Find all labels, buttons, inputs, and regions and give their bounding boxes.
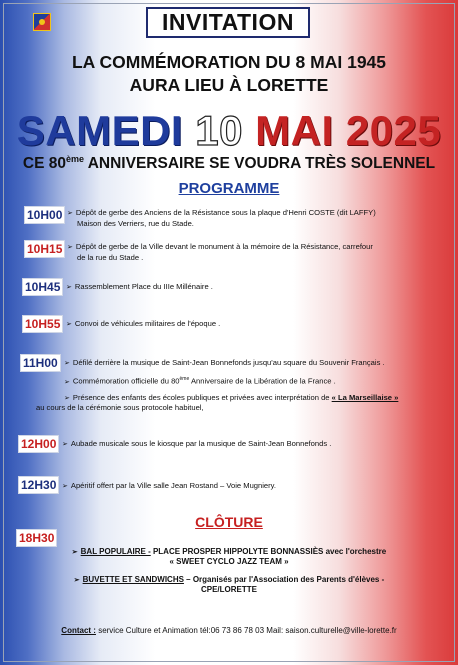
anniversary-line [0, 154, 458, 173]
time-badge: 12H00 [18, 435, 59, 453]
cloture-title: CLÔTURE [195, 514, 263, 530]
time-badge: 11H00 [20, 354, 61, 372]
anniv-pre: CE 80 [22, 155, 66, 173]
arrow-icon: ➢ [67, 244, 73, 251]
arrow-icon: ➢ [67, 210, 73, 217]
contact-line [0, 626, 458, 635]
programme-title: PROGRAMME [178, 180, 280, 197]
arrow-icon: ➢ [62, 483, 68, 490]
subitem-post: Anniversaire de la Libération de la France . [189, 376, 336, 386]
invitation-box [146, 7, 310, 38]
contact-label: Contact : [61, 626, 96, 635]
time-badge: 12H30 [18, 476, 59, 494]
arrow-icon: ➢ [73, 577, 80, 584]
arrow-icon: ➢ [66, 321, 72, 328]
item-line: Dépôt de gerbe de la Ville devant le monument à la mémoire de la Résistance, carrefour [75, 242, 373, 251]
arrow-icon: ➢ [64, 395, 70, 402]
programme-item-text [66, 282, 213, 291]
event-date [0, 108, 458, 154]
item-line: Dépôt de gerbe des Anciens de la Résistance sous la plaque d'Henri COSTE (dit LAFFY) [75, 208, 376, 217]
programme-subitem-text [64, 393, 398, 402]
anniv-post: ANNIVERSAIRE SE VOUDRA TRÈS SOLENNEL [84, 155, 436, 173]
time-badge: 10H00 [24, 206, 65, 224]
programme-item-text [64, 358, 385, 367]
item-line: Défilé derrière la musique de Saint-Jean Bonnefonds jusqu'au square du Souvenir Français . [72, 358, 385, 367]
bal-band: « SWEET CYCLO JAZZ TEAM » [169, 557, 289, 566]
item-line: Rassemblement Place du IIIe Millénaire . [74, 282, 213, 291]
subitem-pre: Présence des enfants des écoles publiques et privées avec interprétation de [72, 393, 332, 402]
programme-item-text [66, 319, 220, 328]
arrow-icon: ➢ [71, 549, 78, 556]
item-line: Maison des Verriers, rue du Stade. [77, 219, 194, 228]
logo-dot [39, 19, 45, 25]
arrow-icon: ➢ [66, 284, 72, 291]
date-day-number: 10 [195, 107, 243, 154]
arrow-icon: ➢ [62, 441, 68, 448]
programme-item-text [62, 439, 331, 448]
item-line: Convoi de véhicules militaires de l'époque . [74, 319, 221, 328]
date-day-name: SAMEDI [16, 107, 184, 154]
programme-item-text [67, 242, 373, 263]
programme-item-text [67, 208, 376, 229]
subitem-sup: ème [179, 376, 190, 382]
marseillaise-highlight: « La Marseillaise » [331, 393, 399, 402]
programme-subitem-text [64, 376, 336, 386]
invitation-title: INVITATION [162, 9, 294, 35]
item-line: de la rue du Stade . [77, 253, 144, 262]
city-logo-icon [33, 13, 51, 31]
subitem-pre: Commémoration officielle du 80 [72, 376, 180, 386]
buvette-label: BUVETTE ET SANDWICHS [82, 575, 184, 584]
time-badge: 10H15 [24, 240, 65, 258]
time-badge: 10H45 [22, 278, 63, 296]
time-badge: 18H30 [16, 529, 57, 547]
arrow-icon: ➢ [64, 378, 70, 386]
item-line: Apéritif offert par la Ville salle Jean Rostand – Voie Mugniery. [70, 481, 277, 490]
headline-line1: LA COMMÉMORATION DU 8 MAI 1945 [71, 52, 387, 72]
date-month-year: MAI 2025 [255, 107, 442, 154]
arrow-icon: ➢ [64, 360, 70, 367]
buvette-text: – Organisés par l'Association des Parents d'élèves - [183, 575, 385, 584]
buvette-org: CPE/LORETTE [200, 585, 257, 594]
headline-line2: AURA LIEU À LORETTE [129, 75, 329, 95]
bal-text: PLACE PROSPER HIPPOLYTE BONNASSIÈS avec l'orchestre [150, 547, 387, 556]
contact-text: service Culture et Animation tél:06 73 86 78 03 Mail: saison.culturelle@ville-lorette.fr [95, 626, 397, 635]
item-line: Aubade musicale sous le kiosque par la musique de Saint-Jean Bonnefonds . [70, 439, 332, 448]
programme-item-text [62, 481, 276, 490]
bal-label: BAL POPULAIRE - [80, 547, 151, 556]
anniv-sup: ème [65, 154, 84, 164]
time-badge: 10H55 [22, 315, 63, 333]
programme-subitem-text: au cours de la cérémonie sous protocole habituel, [36, 403, 204, 412]
